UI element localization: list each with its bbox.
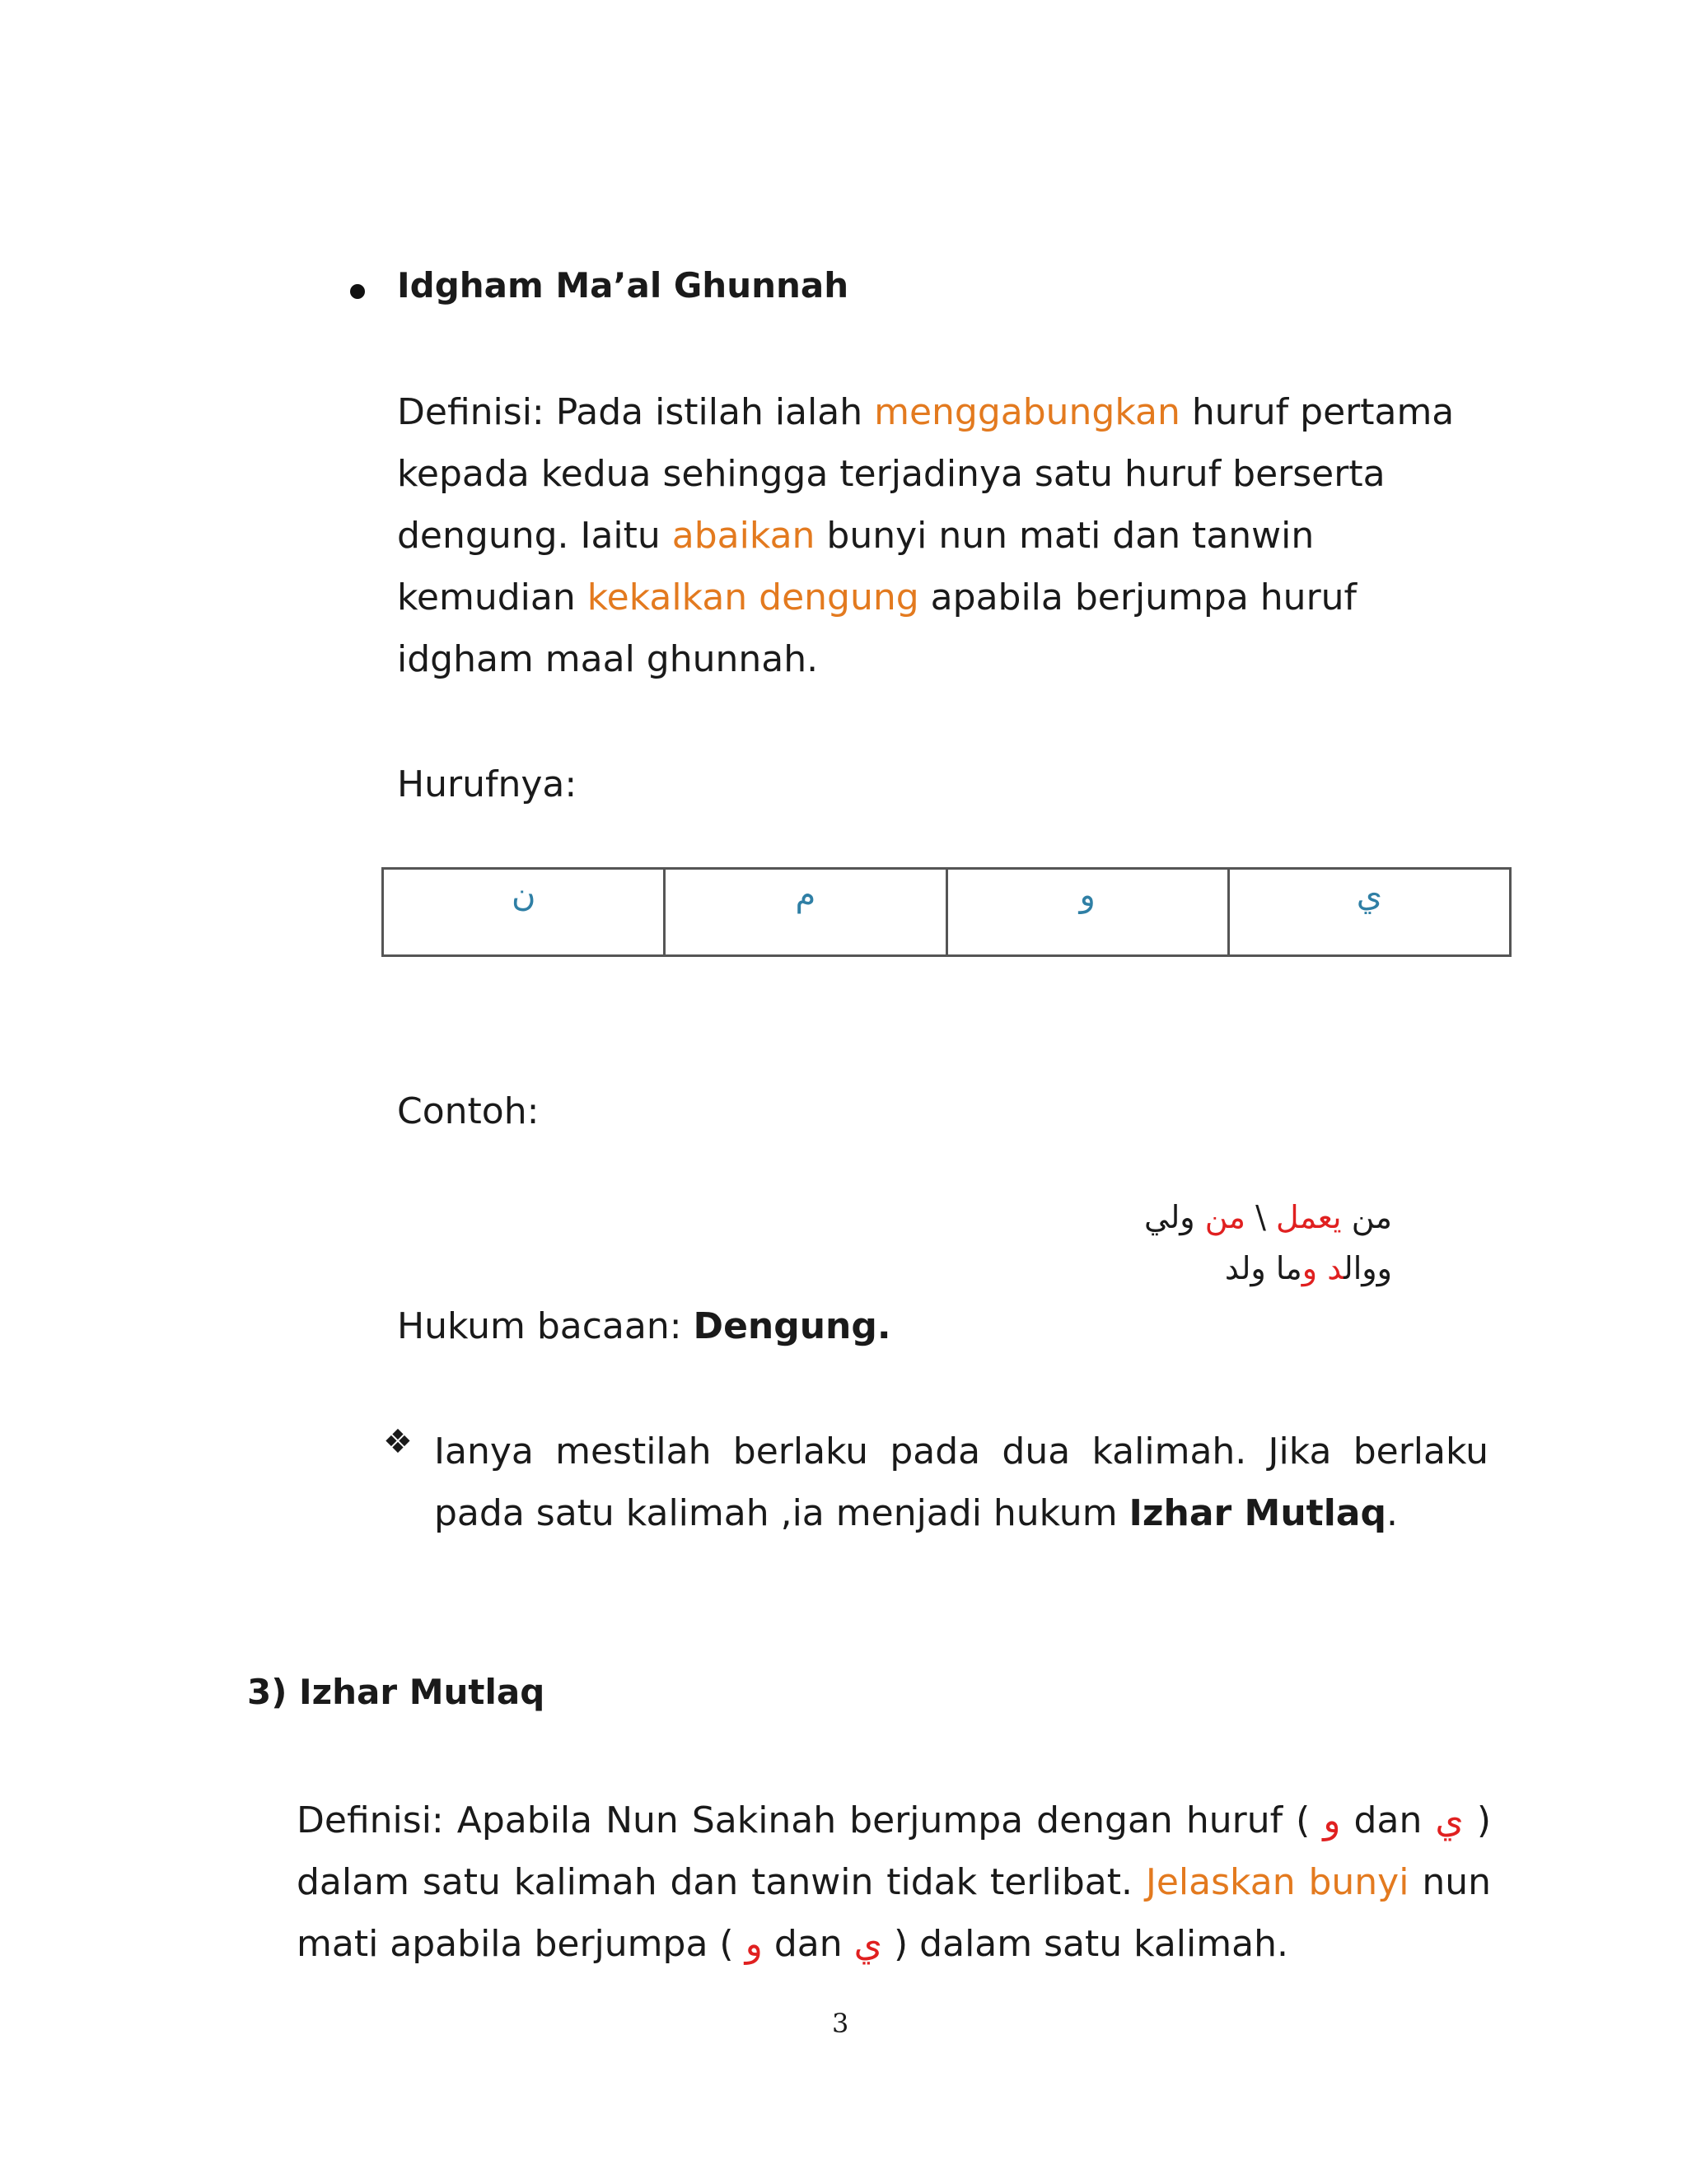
arabic-letter-wau: و	[1323, 1799, 1341, 1841]
definition-text: Pada istilah ialah	[544, 391, 875, 433]
huruf-cell: ي	[1228, 869, 1510, 956]
section-heading-izhar-mutlaq: 3) Izhar Mutlaq	[247, 1672, 545, 1712]
section3-text: dan	[762, 1923, 854, 1965]
example-line-1	[1071, 1192, 1392, 1242]
section3-text: nun mati apabila berjumpa (	[297, 1861, 1491, 1965]
hukum-value: Dengung.	[693, 1305, 891, 1347]
hurufnya-label: Hurufnya:	[397, 763, 577, 805]
example-line-2	[1071, 1244, 1392, 1293]
section3-text: Definisi: Apabila Nun Sakinah berjumpa dengan huruf (	[297, 1799, 1324, 1841]
example-word: ولي	[1144, 1199, 1195, 1235]
section3-text: ) dalam satu kalimah dan tanwin tidak terlibat.	[297, 1799, 1491, 1903]
arabic-letter-ya: ي	[853, 1923, 883, 1965]
definition-text: apabila berjumpa huruf idgham maal ghunnah.	[397, 576, 1358, 680]
huruf-cell: و	[946, 869, 1228, 956]
example-word: ووال	[1344, 1250, 1392, 1286]
highlight-menggabungkan: menggabungkan	[874, 391, 1180, 433]
arabic-letter-wau: و	[745, 1923, 763, 1965]
example-separator: \	[1245, 1199, 1276, 1235]
highlight-kekalkan-dengung: kekalkan dengung	[586, 576, 919, 618]
note-bold: Izhar Mutlaq	[1129, 1492, 1386, 1534]
huruf-cell: م	[665, 869, 946, 956]
example-word-highlight: د و	[1301, 1250, 1344, 1286]
definition-label: Definisi:	[397, 391, 544, 433]
section-heading-idgham: Idgham Ma’al Ghunnah	[397, 265, 849, 306]
definition-paragraph	[397, 381, 1460, 690]
contoh-label: Contoh:	[397, 1090, 540, 1132]
page-number: 3	[832, 2008, 849, 2039]
hukum-label: Hukum bacaan:	[397, 1305, 694, 1347]
arabic-letter-ya: ي	[1435, 1799, 1464, 1841]
note-text: Ianya mestilah berlaku pada dua kalimah. Jika berlaku pada satu kalimah ,ia menjadi hukum	[434, 1430, 1488, 1534]
example-word-highlight: من	[1194, 1199, 1245, 1235]
definition-text: huruf pertama kepada kedua sehingga terjadinya satu huruf berserta dengung. Iaitu	[397, 391, 1455, 557]
highlight-jelaskan-bunyi: Jelaskan bunyi	[1145, 1861, 1409, 1903]
diamond-bullet-icon: ❖	[383, 1423, 413, 1461]
note-paragraph	[434, 1421, 1488, 1544]
example-word-highlight: يعمل	[1275, 1199, 1342, 1235]
section3-text: dan	[1340, 1799, 1436, 1841]
definition-text: bunyi nun mati dan tanwin kemudian	[397, 515, 1315, 618]
section3-text: ) dalam satu kalimah.	[882, 1923, 1288, 1965]
note-end: .	[1386, 1492, 1398, 1534]
example-word: من	[1341, 1199, 1392, 1235]
highlight-abaikan: abaikan	[671, 515, 815, 557]
section3-definition	[297, 1790, 1491, 1975]
huruf-table	[381, 867, 1512, 957]
bullet-dot-icon	[350, 284, 365, 299]
hukum-bacaan	[397, 1295, 891, 1357]
example-word: ما ولد	[1224, 1250, 1302, 1286]
huruf-cell: ن	[383, 869, 665, 956]
